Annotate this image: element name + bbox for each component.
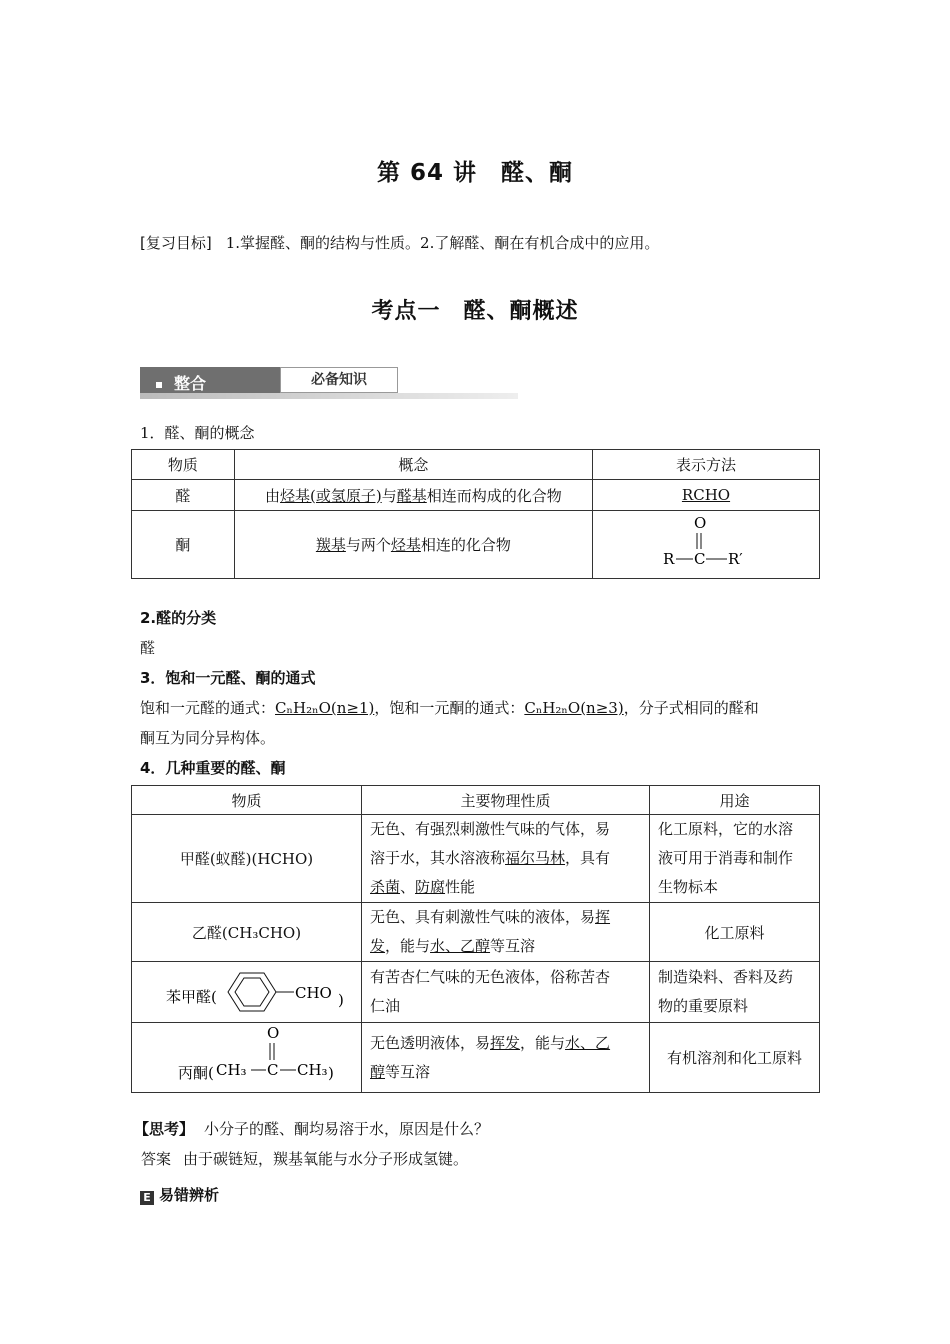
compounds-table xyxy=(131,785,820,1093)
table-header: 物质 xyxy=(132,450,235,480)
error-icon: E xyxy=(140,1191,154,1205)
ketone-structure xyxy=(593,511,819,574)
benzaldehyde-structure xyxy=(140,962,353,1018)
cell-property: 无色、有强烈刺激性气味的气体，易 溶于水，其水溶液称福尔马林，具有 杀菌、防腐性能 xyxy=(362,815,650,903)
table-row xyxy=(132,480,820,511)
table-row xyxy=(132,450,820,480)
acetone-ch3a: CH₃ xyxy=(216,1061,247,1079)
acetone-ch3b: CH₃ xyxy=(297,1061,328,1079)
s1-heading: 1．醛、酮的概念 xyxy=(140,424,255,442)
think-text: 小分子的醛、酮均易溶于水，原因是什么？ xyxy=(204,1120,490,1138)
cell-property: 有苦杏仁气味的无色液体，俗称苦杏 仁油 xyxy=(362,962,650,1023)
s3-line2: 酮互为同分异构体。 xyxy=(140,729,276,747)
acetone-suffix: ) xyxy=(328,1064,334,1082)
s2-text: 醛 xyxy=(140,639,156,657)
review-goal xyxy=(140,232,659,253)
cell-formula: RCHO xyxy=(593,480,820,511)
think-question xyxy=(134,1118,489,1139)
acetone-prefix: 丙酮( xyxy=(178,1064,214,1082)
s3-line1: 饱和一元醛的通式：CₙH₂ₙO(n≥1)，饱和一元酮的通式：CₙH₂ₙO(n≥3)，分子式相同的醛和 xyxy=(140,699,759,717)
table-row xyxy=(132,1023,820,1093)
section-banner xyxy=(140,367,518,399)
struct-o: O xyxy=(694,514,707,532)
table-header: 物质 xyxy=(132,786,362,815)
table-header: 主要物理性质 xyxy=(362,786,650,815)
table-row xyxy=(132,786,820,815)
benz-prefix: 苯甲醛( xyxy=(166,988,217,1006)
table-row xyxy=(132,815,820,903)
struct-r: R xyxy=(663,550,675,568)
error-label: 易错辨析 xyxy=(159,1186,220,1204)
cell-name xyxy=(132,962,362,1023)
aldehyde-formula: CₙH₂ₙO(n≥1) xyxy=(275,699,375,717)
cell-use: 有机溶剂和化工原料 xyxy=(650,1023,820,1093)
cell-property: 无色、具有刺激性气味的液体，易挥 发，能与水、乙醇等互溶 xyxy=(362,903,650,962)
table-row xyxy=(132,903,820,962)
cell-use: 化工原料，它的水溶 液可用于消毒和制作 生物标本 xyxy=(650,815,820,903)
table-header: 表示方法 xyxy=(593,450,820,480)
banner-sub: 必备知识 xyxy=(280,367,398,393)
cell-concept: 由烃基(或氢原子)与醛基相连而构成的化合物 xyxy=(234,480,592,511)
s2-heading: 2.醛的分类 xyxy=(140,609,217,627)
concept-table xyxy=(131,449,820,579)
think-answer xyxy=(141,1148,468,1169)
benz-suffix: ) xyxy=(338,991,344,1009)
cell-name: 酮 xyxy=(132,511,235,579)
answer-label: 答案 xyxy=(141,1150,172,1168)
section-title: 考点一 醛、酮概述 xyxy=(371,299,579,324)
table-row xyxy=(132,511,820,579)
cell-concept: 羰基与两个烃基相连的化合物 xyxy=(234,511,592,579)
acetone-c: C xyxy=(267,1061,279,1079)
s4-heading: 4．几种重要的醛、酮 xyxy=(140,759,286,777)
ketone-formula: CₙH₂ₙO(n≥3) xyxy=(524,699,624,717)
think-label: 【思考】 xyxy=(134,1120,195,1138)
cell-use: 制造染料、香料及药 物的重要原料 xyxy=(650,962,820,1023)
acetone-structure xyxy=(140,1023,353,1088)
s3-heading: 3．饱和一元醛、酮的通式 xyxy=(140,669,316,687)
cell-property: 无色透明液体，易挥发，能与水、乙 醇等互溶 xyxy=(362,1023,650,1093)
cell-name: 醛 xyxy=(132,480,235,511)
acetone-o: O xyxy=(267,1024,280,1042)
table-header: 用途 xyxy=(650,786,820,815)
cell-use: 化工原料 xyxy=(650,903,820,962)
cell-name: 甲醛(蚁醛)(HCHO) xyxy=(132,815,362,903)
benz-cho: CHO xyxy=(295,984,332,1002)
cell-structure xyxy=(593,511,820,579)
page-title: 第 64 讲 醛、酮 xyxy=(376,160,574,186)
struct-r2: R′ xyxy=(728,550,743,568)
cell-name: 乙醛(CH₃CHO) xyxy=(132,903,362,962)
review-goal-text: 1.掌握醛、酮的结构与性质。2.了解醛、酮在有机合成中的应用。 xyxy=(225,234,660,252)
square-icon xyxy=(156,382,162,388)
cell-name xyxy=(132,1023,362,1093)
struct-c: C xyxy=(694,550,706,568)
answer-text: 由于碳链短，羰基氧能与水分子形成氢键。 xyxy=(183,1150,469,1168)
banner-main: 整合 xyxy=(174,374,207,393)
table-header: 概念 xyxy=(234,450,592,480)
error-analysis-heading xyxy=(140,1184,219,1205)
table-row xyxy=(132,962,820,1023)
review-goal-label: [复习目标] xyxy=(140,234,212,252)
